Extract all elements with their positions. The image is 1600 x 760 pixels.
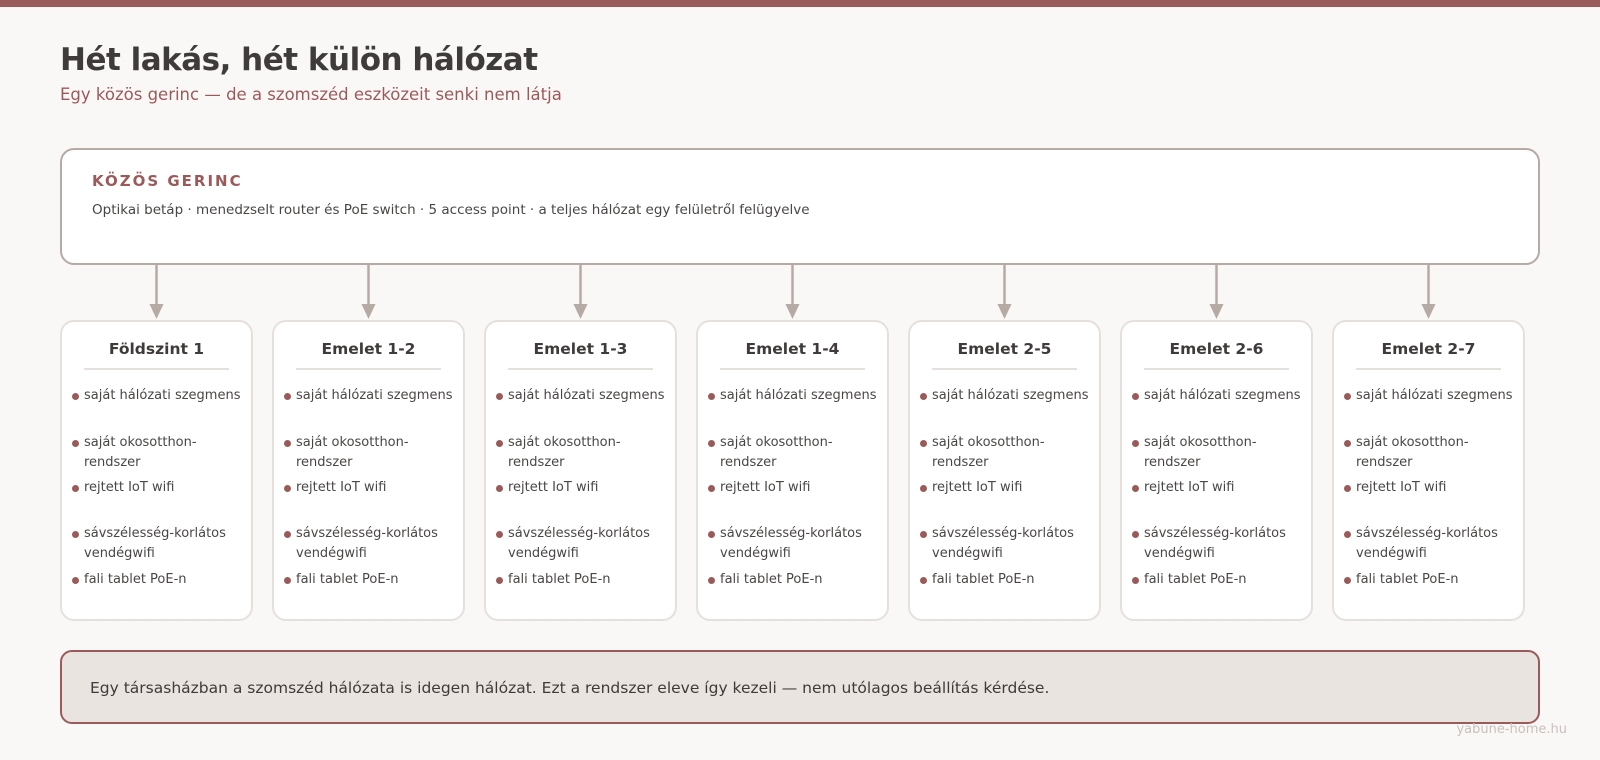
unit-feature-item: sávszélesség-korlátos vendégwifi bbox=[84, 524, 242, 564]
unit-feature-item: fali tablet PoE-n bbox=[508, 570, 666, 590]
unit-feature-item: rejtett IoT wifi bbox=[720, 478, 878, 498]
unit-feature-item: sávszélesség-korlátos vendégwifi bbox=[932, 524, 1090, 564]
unit-feature-item: rejtett IoT wifi bbox=[1356, 478, 1514, 498]
unit-title: Emelet 2-7 bbox=[1356, 340, 1501, 370]
unit-feature-item: sávszélesség-korlátos vendégwifi bbox=[1144, 524, 1302, 564]
unit-feature-item: saját okosotthon-rendszer bbox=[932, 433, 1090, 473]
unit-feature-item: saját okosotthon-rendszer bbox=[84, 433, 242, 473]
unit-card bbox=[1120, 320, 1313, 621]
unit-card bbox=[1332, 320, 1525, 621]
unit-title: Emelet 2-5 bbox=[932, 340, 1077, 370]
backbone-title: KÖZÖS GERINC bbox=[92, 172, 243, 190]
unit-feature-item: saját okosotthon-rendszer bbox=[296, 433, 454, 473]
top-accent-bar bbox=[0, 0, 1600, 7]
unit-feature-item: fali tablet PoE-n bbox=[84, 570, 242, 590]
unit-feature-item: saját hálózati szegmens bbox=[720, 386, 878, 406]
unit-feature-item: saját hálózati szegmens bbox=[508, 386, 666, 406]
footer-note bbox=[60, 650, 1540, 724]
unit-title: Emelet 1-2 bbox=[296, 340, 441, 370]
unit-feature-item: saját okosotthon-rendszer bbox=[1356, 433, 1514, 473]
unit-feature-item: fali tablet PoE-n bbox=[1356, 570, 1514, 590]
arrowhead bbox=[362, 304, 376, 319]
unit-feature-item: rejtett IoT wifi bbox=[508, 478, 666, 498]
unit-title: Emelet 1-3 bbox=[508, 340, 653, 370]
unit-card bbox=[60, 320, 253, 621]
footer-note-text: Egy társasházban a szomszéd hálózata is idegen hálózat. Ezt a rendszer eleve így kezeli — nem utólagos beállítás kérdése. bbox=[90, 679, 1050, 697]
unit-title: Emelet 2-6 bbox=[1144, 340, 1289, 370]
unit-feature-item: saját hálózati szegmens bbox=[1144, 386, 1302, 406]
unit-card bbox=[272, 320, 465, 621]
unit-card bbox=[484, 320, 677, 621]
unit-feature-item: fali tablet PoE-n bbox=[1144, 570, 1302, 590]
watermark: yabune-home.hu bbox=[1456, 722, 1567, 737]
shared-backbone-box bbox=[60, 148, 1540, 265]
unit-feature-item: rejtett IoT wifi bbox=[296, 478, 454, 498]
backbone-description: Optikai betáp · menedzselt router és PoE switch · 5 access point · a teljes hálózat egy felületről felügyelve bbox=[92, 202, 810, 218]
unit-feature-item: saját hálózati szegmens bbox=[932, 386, 1090, 406]
unit-title: Emelet 1-4 bbox=[720, 340, 865, 370]
arrowhead bbox=[150, 304, 164, 319]
unit-card bbox=[908, 320, 1101, 621]
unit-feature-item: saját hálózati szegmens bbox=[1356, 386, 1514, 406]
unit-card bbox=[696, 320, 889, 621]
unit-feature-item: rejtett IoT wifi bbox=[932, 478, 1090, 498]
page-title: Hét lakás, hét külön hálózat bbox=[60, 42, 538, 78]
unit-feature-item: rejtett IoT wifi bbox=[84, 478, 242, 498]
arrowhead bbox=[1422, 304, 1436, 319]
arrowhead bbox=[998, 304, 1012, 319]
unit-feature-item: saját hálózati szegmens bbox=[296, 386, 454, 406]
unit-title: Földszint 1 bbox=[84, 340, 229, 370]
arrowhead bbox=[786, 304, 800, 319]
unit-feature-item: fali tablet PoE-n bbox=[720, 570, 878, 590]
unit-feature-item: saját okosotthon-rendszer bbox=[508, 433, 666, 473]
unit-feature-item: saját hálózati szegmens bbox=[84, 386, 242, 406]
unit-feature-item: sávszélesség-korlátos vendégwifi bbox=[296, 524, 454, 564]
unit-feature-item: fali tablet PoE-n bbox=[932, 570, 1090, 590]
page-subtitle: Egy közös gerinc — de a szomszéd eszközeit senki nem látja bbox=[60, 85, 562, 104]
arrowhead bbox=[574, 304, 588, 319]
unit-feature-item: saját okosotthon-rendszer bbox=[720, 433, 878, 473]
arrowhead bbox=[1210, 304, 1224, 319]
unit-feature-item: saját okosotthon-rendszer bbox=[1144, 433, 1302, 473]
unit-feature-item: sávszélesség-korlátos vendégwifi bbox=[1356, 524, 1514, 564]
unit-feature-item: rejtett IoT wifi bbox=[1144, 478, 1302, 498]
unit-feature-item: sávszélesség-korlátos vendégwifi bbox=[508, 524, 666, 564]
unit-feature-item: sávszélesség-korlátos vendégwifi bbox=[720, 524, 878, 564]
unit-feature-item: fali tablet PoE-n bbox=[296, 570, 454, 590]
